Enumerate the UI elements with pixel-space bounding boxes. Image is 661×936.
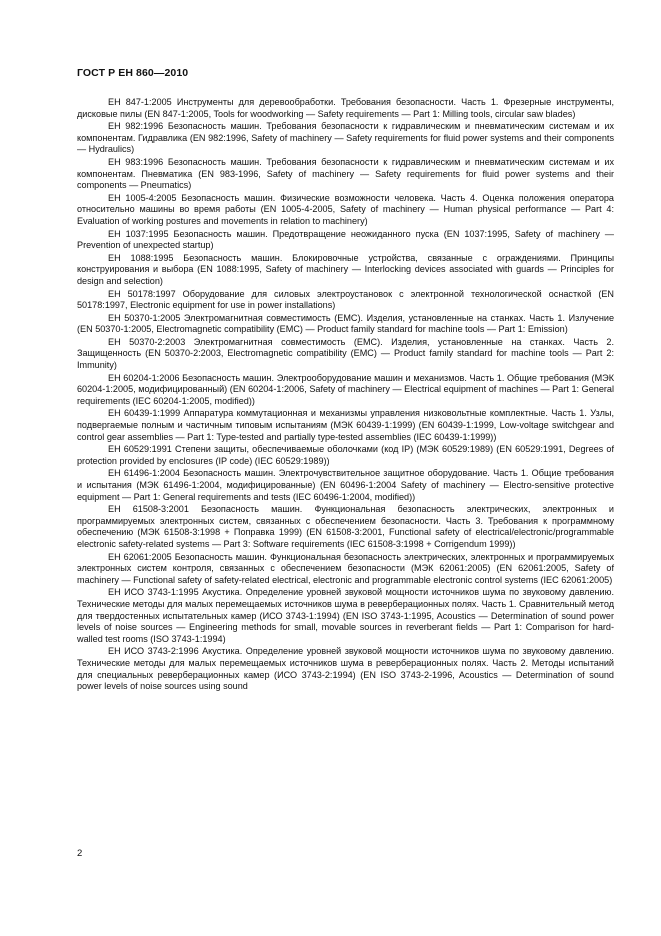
reference-entry: ЕН 50370-1:2005 Электромагнитная совместимость (ЕМС). Изделия, установленные на станках. Часть 1. Излучение (EN 50370-1:2005, Electromagnetic compatibility (EMC) — Product family standard for machine tools — Part 1: Emission) — [77, 312, 614, 335]
reference-entry: ЕН 1037:1995 Безопасность машин. Предотвращение неожиданного пуска (EN 1037:1995, Safety of machinery — Prevention of unexpected startup) — [77, 228, 614, 251]
reference-entry: ЕН 1088:1995 Безопасность машин. Блокировочные устройства, связанные с ограждениями. Принципы конструирования и выбора (EN 1088:1995, Safety of machinery — Interlocking devices associated with guards — Principles for design and selection) — [77, 252, 614, 286]
reference-entry: ЕН 61496-1:2004 Безопасность машин. Электрочувствительное защитное оборудование. Часть 1. Общие требования и испытания (МЭК 61496-1:2004, модифицированные) (EN 60496-1:2004 Safety of machinery — Electro-sensitive protective equipment — Part 1: General requirements and tests (IEC 60496-1:2004, modified)) — [77, 468, 614, 502]
reference-entry: ЕН 847-1:2005 Инструменты для деревообработки. Требования безопасности. Часть 1. Фрезерные инструменты, дисковые пилы (EN 847-1:2005, Tools for woodworking — Safety requirements — Part 1: Milling tools, circular saw blades) — [77, 97, 614, 119]
reference-list — [77, 97, 614, 694]
reference-entry: ЕН 50178:1997 Оборудование для силовых электроустановок с электронной технологической оснасткой (EN 50178:1997, Electronic equipment for use in power installations) — [77, 288, 614, 311]
reference-entry: ЕН 983:1996 Безопасность машин. Требования безопасности к гидравлическим и пневматическим системам и их компонентам. Пневматика (EN 983-1996, Safety of machinery — Safety requirements for fluid power systems and their components — Pneumatics) — [77, 156, 614, 191]
reference-entry: ЕН ИСО 3743-1:1995 Акустика. Определение уровней звуковой мощности источников шума по звуковому давлению. Технические методы для малых перемещаемых источников шума в реверберационных полях. Часть 1. Сравнительный метод для твердостенных испытательных камер (ИСО 3743-1:1994) (EN ISO 3743-1:1995, Acoustics — Determination of sound power levels of noise sources — Engineering methods for small, movable sources in reverberant fields — Part 1: Comparison for hard-walled test rooms (ISO 3743-1:1994) — [77, 587, 614, 644]
reference-entry: ЕН 61508-3:2001 Безопасность машин. Функциональная безопасность электрических, электронных и программируемых электронных систем, связанных с обеспечением безопасности. Часть 3. Требования к программному обеспечению (МЭК 61508-3:1998 + Поправка 1999) (EN 61508-3:2001, Functional safety of electrical/electronic/programmable electronic safety-related systems — Part 3: Software requirements (IEC 61508-3:1998 + Corrigendum 1999)) — [77, 504, 614, 549]
reference-entry: ЕН 1005-4:2005 Безопасность машин. Физические возможности человека. Часть 4. Оценка положения оператора относительно машины во время работы (EN 1005-4-2005, Safety of machinery — Human physical performance — Part 4: Evaluation of working postures and movements in relation to machinery) — [77, 192, 614, 226]
standard-title: ГОСТ Р ЕН 860—2010 — [77, 67, 189, 79]
reference-entry: ЕН 60204-1:2006 Безопасность машин. Электрооборудование машин и механизмов. Часть 1. Общие требования (МЭК 60204-1:2005, модифицированный) (EN 60204-1:2006, Safety of machinery — Electrical equipment of machines — Part 1: General requirements (IEC 60204-1:2005, modified)) — [77, 372, 614, 406]
reference-entry: ЕН 50370-2:2003 Электромагнитная совместимость (ЕМС). Изделия, установленные на станках. Часть 2. Защищенность (EN 50370-2:2003, Electromagnetic compatibility (EMC) — Product family standard for machine tools — Part 2: Immunity) — [77, 336, 614, 371]
page-number: 2 — [77, 848, 83, 859]
reference-entry: ЕН 62061:2005 Безопасность машин. Функциональная безопасность электрических, электронных и программируемых электронных систем контроля, связанных с обеспечением безопасности (МЭК 62061:2005) (EN 62061:2005, Safety of machinery — Functional safety of safety-related electrical, electronic and programmable electronic control systems (IEC 62061:2005) — [77, 551, 614, 585]
reference-entry: ЕН ИСО 3743-2:1996 Акустика. Определение уровней звуковой мощности источников шума по звуковому давлению. Технические методы для малых перемещаемых источников шума в реверберационных полях. Часть 2. Методы испытаний для специальных реверберационных камер (ИСО 3743-2:1994) (EN ISO 3743-2-1996, Acoustics — Determination of sound power levels of noise sources using sound — [77, 646, 614, 692]
reference-entry: ЕН 60439-1:1999 Аппаратура коммутационная и механизмы управления низковольтные комплектные. Часть 1. Узлы, подвергаемые полным и частичным типовым испытаниям (МЭК 60439-1:1999) (EN 60439-1:1999, Low-voltage switchgear and control gear assemblies — Part 1: Type-tested and partially type-tested assemblies (IEC 60439-1:1999)) — [77, 408, 614, 442]
reference-entry: ЕН 60529:1991 Степени защиты, обеспечиваемые оболочками (код IP) (МЭК 60529:1989) (EN 60529:1991, Degrees of protection provided by enclosures (IP code) (IEC 60529:1989)) — [77, 444, 614, 466]
reference-entry: ЕН 982:1996 Безопасность машин. Требования безопасности к гидравлическим и пневматическим системам и их компонентам. Гидравлика (EN 982:1996, Safety of machinery — Safety requirements for fluid power systems and their components — Hydraulics) — [77, 121, 614, 155]
